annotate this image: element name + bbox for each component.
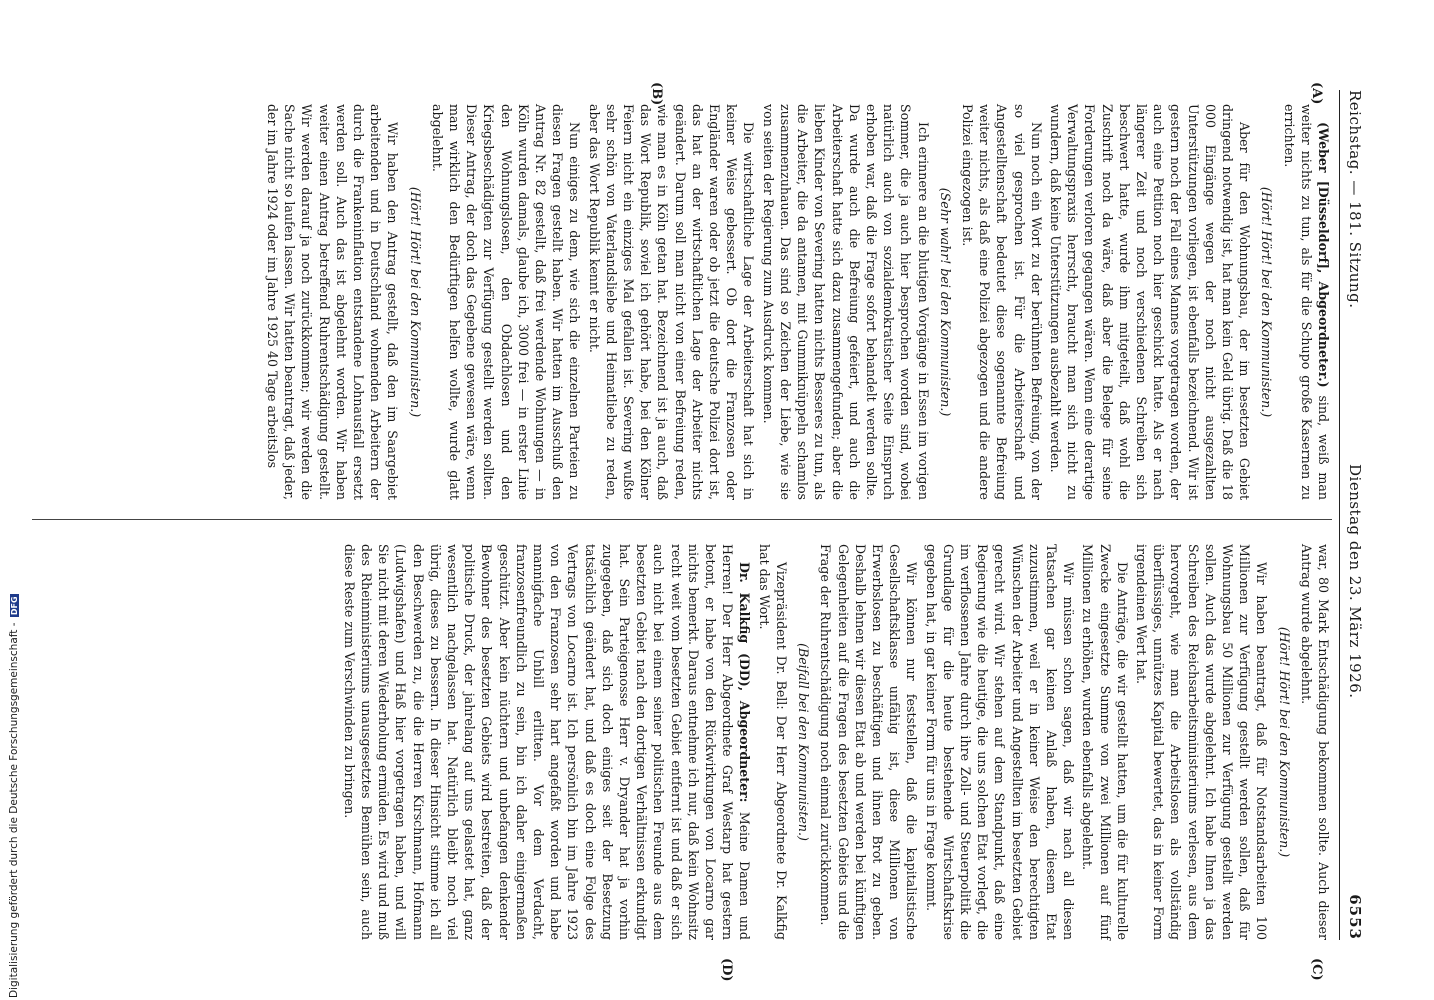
margin-mark-d: (D): [719, 958, 734, 982]
page-header: [1339, 90, 1364, 940]
body-paragraph: Ich erinnere an die blutigen Vorgänge in Essen im vorigen Sommer, die ja auch hier besprochen worden sind, wobei natürlich auch von sozialdemokratischer Seite Einspruch erhoben war, daß die Frage sofort behandelt werden sollte. Da wurde auch die Befreiung gefeiert, und auch die Arbeiterschaft hatte sich dazu zusammengefunden; aber die lieben Kinder von Severing hatten nichts Besseres zu tun, als die Arbeiter, die da antamen, mit Gummiknüppeln schamlos zusammenzuhauen. Das sind so Zeichen der Liebe, wie sie von seiten der Regierung zum Ausdruck kommen.: [760, 104, 931, 500]
left-column: [262, 104, 1332, 500]
interjection: (Sehr wahr! bei den Kommunisten.): [937, 187, 953, 417]
column-divider: [32, 519, 1332, 520]
margin-mark-a: (A): [1309, 82, 1324, 105]
footer-strip: [0, 0, 18, 1000]
speech-text: sind, weiß man weiter nichts zu tun, als für die Schupo große Kasernen zu errichten.: [1281, 104, 1331, 500]
dfg-logo: DFG: [10, 596, 19, 616]
speaker-name: Dr. Kalkfig (DD), Abgeordneter:: [737, 562, 753, 803]
presidium-remark: Vizepräsident Dr. Bell: Der Herr Abgeordnete Dr. Kalkfig hat das Wort.: [756, 544, 789, 940]
body-paragraph: Wir können nur feststellen, daß die kapitalistische Gesellschaftsklasse unfähig ist, diese Millionen von Erwerbslosen zu beschäftigen und ihnen Brot zu geben. Deshalb lehnen wir diesen Etat ab und werden bei künftigen Gelegenheiten auf die Fragen des besetzten Gebiets und die Frage der Ruhrentschädigung noch einmal zurückkommen.: [818, 544, 920, 940]
footer-credit: [8, 8, 20, 998]
interjection: (Hört! Hört! bei den Kommunisten.): [407, 186, 423, 418]
body-paragraph: Wir haben beantragt, daß für Notstandsarbeiten 100 Millionen zur Verfügung gestellt werden sollen, daß für Wohnungsbau 50 Millionen zur Verfügung gestellt werden sollen. Auch das wurde abgelehnt. Ich habe Ihnen ja das Schreiben des Reichsarbeitsministeriums verlesen, aus dem hervorgeht, wie man die Arbeitslosen als vollständig überflüssiges, unnützes Kapital bewertet, das in keiner Form irgendeinen Wert hat.: [1133, 544, 1270, 940]
interjection: (Beifall bei den Kommunisten.): [796, 643, 812, 841]
body-paragraph: Wir haben den Antrag gestellt, daß den im Saargebiet arbeitenden und in Deutschland wohnenden Arbeitern der durch die Frankeninflation entstandene Lohnausfall ersetzt werden soll. Auch das ist abgelehnt worden. Wir haben weiter einen Antrag betreffend Ruhrentschädigung gestellt. Wir werden darauf ja noch zurückkommen; wir werden die Sache nicht so laufen lassen. Wir hatten beantragt, daß jeder, der im Jahre 1924 oder im Jahre 1925 40 Tage arbeitslos: [265, 104, 401, 500]
body-paragraph: Aber für den Wohnungsbau, der im besetzten Gebiet dringend notwendig ist, hat man kein Geld übrig. Daß die 18 000 Eingänge wegen der noch nicht ausgezahlten Unterstützungen vorliegen, ist ebenfalls bezeichnend. Wir ist gestern noch der Fall eines Mannes vorgetragen worden, der auch eine Petition noch hier geschickt hatte. Als er nach längerer Zeit und noch verschiedenen Schreiben sich beschwert hatte, wurde ihm mitgeteilt, daß wohl die Zuschrift noch da wäre, daß aber die Belege für seine Forderungen verloren gegangen wären. Wenn eine derartige Verwaltungspraxis herrscht, braucht man sich nicht zu wundern, daß keine Unterstützungen ausbezahlt werden.: [1047, 104, 1253, 500]
right-column: [339, 544, 1332, 940]
speaker-name: (Weber [Düsseldorf], Abgeordneter.): [1316, 122, 1331, 388]
body-paragraph: Wir müssen schon sagen, daß wir nach all diesen Tatsachen gar keinen Anlaß haben, diesem Etat zuzustimmen, weil er in keiner Weise den berechtigten Wünschen der Arbeiter und Angestellten im besetzten Gebiet gerecht wird. Wir stehen auf dem Standpunkt, daß eine Regierung wie die heutige, die uns solchen Etat vorlegt, die im verflossenen Jahre durch ihre Zoll- und Steuerpolitik die Grundlage für die heute bestehende Wirtschaftskrise gegeben hat, in gar keiner Form für uns in Frage kommt.: [923, 544, 1077, 940]
margin-mark-b: (B): [649, 82, 664, 106]
speaker-paragraph: [341, 544, 754, 940]
footer-credit-text: Digitalisierung gefördert durch die Deutsche Forschungsgemeinschaft -: [8, 622, 20, 998]
body-paragraph: Die Anträge, die wir gestellt hatten, um die für kulturelle Zwecke eingesetzte Summe von zwei Millionen auf fünf Millionen zu erhöhen, wurden ebenfalls abgelehnt.: [1080, 544, 1130, 940]
margin-mark-c: (C): [1309, 958, 1324, 981]
body-paragraph: Die wirtschaftliche Lage der Arbeiterschaft hat sich in keiner Weise gebessert. Ob dort die Franzosen oder Engländer waren oder ob jetzt die deutsche Polizei dort ist, das hat an der wirtschaftlichen Lage der Arbeiter nichts geändert. Darum soll man nicht von einer Befreiung reden, wie man es in Köln getan hat. Bezeichnend ist ja auch, daß das Wort Republik, soviel ich gehört habe, bei den Kölner Feiern nicht ein einziges Mal gefallen ist. Severing wußte sehr schön von Vaterlandsliebe und Heimatliebe zu reden, aber das Wort Republik kennt er nicht.: [586, 104, 757, 500]
header-date: Dienstag den 23. März 1926.: [1346, 464, 1364, 699]
body-paragraph: Nun einiges zu dem, wie sich die einzelnen Parteien zu diesen Fragen gestellt haben. Wir hatten im Ausschuß den Antrag Nr. 82 gestellt, daß frei werdende Wohnungen — in Köln wurden damals, glaube ich, 3000 frei — in erster Linie den Wohnungslosen, den Obdachlosen und den Kriegsbeschädigten zur Verfügung gestellt werden sollten. Dieser Antrag, der doch das Gegebene gewesen wäre, wenn man wirklich den Bedürftigen helfen wollte, wurde glatt abgelehnt.: [429, 104, 583, 500]
body-paragraph: war, 80 Mark Entschädigung bekommen sollte. Auch dieser Antrag wurde abgelehnt.: [1298, 544, 1331, 940]
body-paragraph: Nun noch ein Wort zu der berühmten Befreiung, von der so viel gesprochen ist. Für die Arbeiterschaft und Angestelltenschaft bedeutet diese sogenannte Befreiung weiter nichts, als daß eine Polizei abgezogen und die andere Polizei eingezogen ist.: [959, 104, 1044, 500]
speech-text: Meine Damen und Herren! Der Herr Abgeordnete Graf Westarp hat gestern betont, er habe von den Rückwirkungen von Locarno gar nichts bemerkt. Daraus entnehme ich nur, daß kein Wohnsitz recht weit vom besetzten Gebiet entfernt ist und daß er sich auch nicht bei einem seiner politischen Freunde aus dem besetzten Gebiet nach den dortigen Verhältnissen erkundigt hat. Sein Parteigenosse Herr v. Dryander hat ja vorhin zugegeben, daß sich doch einiges seit der Besetzung tatsächlich geändert hat, und daß es doch eine Folge des Vertrags von Locarno ist. Ich persönlich bin im Jahre 1923 von den Franzosen sehr hart angefaßt worden und habe mannigfache Unbill erlitten. Vor dem Verdacht, franzosenfreundlich zu sein, bin ich daher einigermaßen geschützt. Aber kein nüchtern und unbefangen denkender Bewohner des besetzten Gebiets wird bestreiten, daß der politische Druck, der jahrelang auf uns gelastet hat, ganz wesentlich nachgelassen hat. Natürlich bleibt noch viel übrig, dieses zu bessern. In dieser Hinsicht stimme ich all den Beschwerden zu, die die Herren Kirschmann, Hofmann (Ludwigshafen) und Haß hier vorgetragen haben, und will Sie nicht mit deren Wiederholung ermüden. Es wird und muß des Rheinministeriums unausgesetztes Bemühen sein, auch diese Reste zum Verschwinden zu bringen.: [341, 544, 753, 940]
interjection: (Hört! Hört! bei den Kommunisten.): [1276, 626, 1292, 858]
interjection: (Hört! Hört! bei den Kommunisten.): [1259, 186, 1275, 418]
speaker-paragraph: [1280, 104, 1332, 500]
header-session: Reichstag. — 181. Sitzung.: [1346, 90, 1364, 309]
header-page-number: 6553: [1346, 894, 1364, 940]
